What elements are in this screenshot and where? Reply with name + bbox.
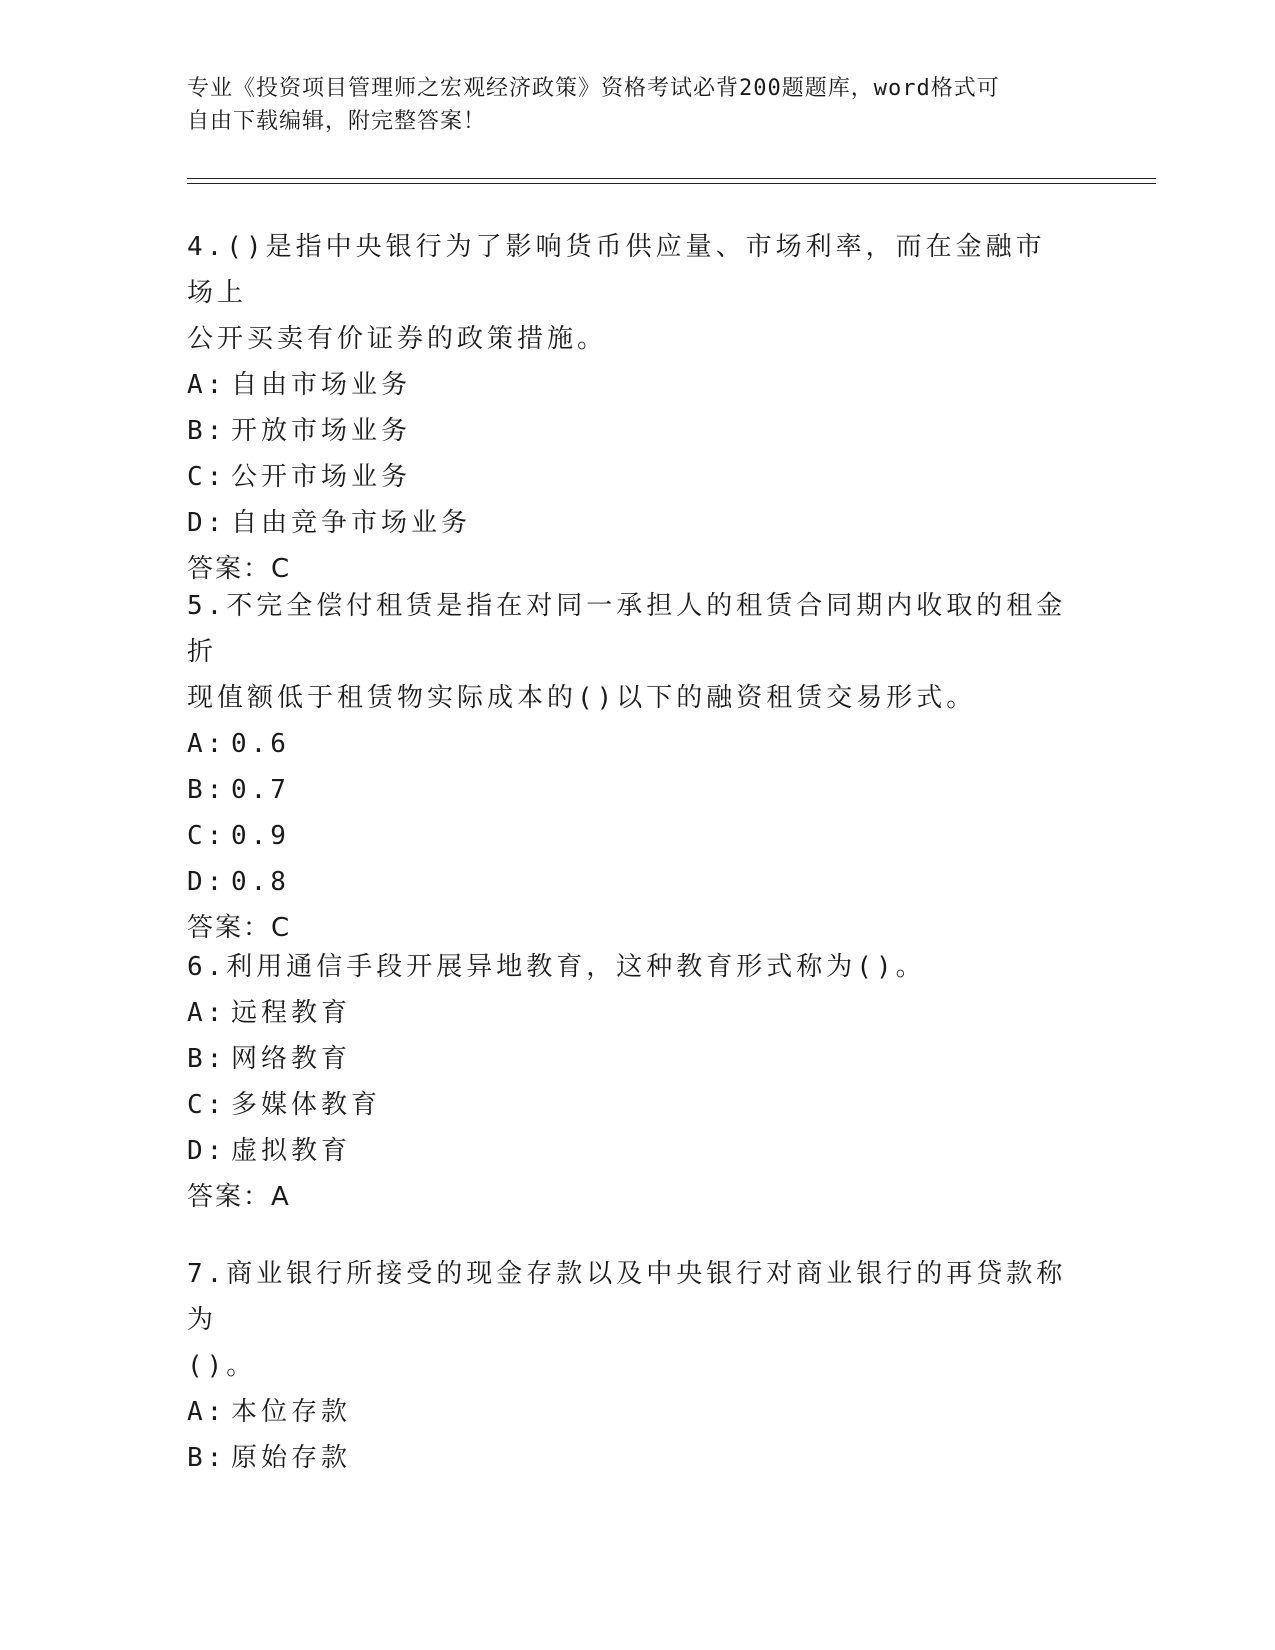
question-5: [187, 583, 1067, 951]
option-text: 网络教育: [231, 1044, 352, 1074]
option-text: 0.7: [231, 775, 290, 805]
header-divider-bottom: [187, 183, 1156, 184]
option-label: C:: [187, 462, 227, 492]
option-text: 原始存款: [231, 1443, 352, 1473]
question-stem-line: 7.商业银行所接受的现金存款以及中央银行对商业银行的再贷款称为: [187, 1259, 1067, 1335]
option-text: 虚拟教育: [231, 1136, 352, 1166]
option-c: [187, 1082, 1067, 1128]
header-line-1: 专业《投资项目管理师之宏观经济政策》资格考试必背200题题库，word格式可: [187, 76, 1000, 101]
option-text: 自由市场业务: [231, 370, 412, 400]
answer-line: 答案：C: [187, 554, 292, 584]
option-a: [187, 362, 1067, 408]
option-text: 远程教育: [231, 998, 352, 1028]
option-label: A:: [187, 729, 227, 759]
option-label: A:: [187, 1397, 227, 1427]
option-b: [187, 767, 1067, 813]
answer-line: 答案：A: [187, 1182, 291, 1212]
question-7: [187, 1251, 1067, 1481]
question-stem-line: 4.()是指中央银行为了影响货币供应量、市场利率，而在金融市场上: [187, 232, 1046, 308]
option-label: A:: [187, 998, 227, 1028]
option-b: [187, 1435, 1067, 1481]
document-header: [187, 72, 1067, 138]
option-d: [187, 500, 1067, 546]
question-4: [187, 224, 1067, 592]
option-d: [187, 1128, 1067, 1174]
question-stem-line: ()。: [187, 1351, 257, 1381]
option-text: 公开市场业务: [231, 462, 412, 492]
option-text: 多媒体教育: [231, 1090, 382, 1120]
option-label: C:: [187, 821, 227, 851]
option-text: 0.9: [231, 821, 290, 851]
question-stem-line: 6.利用通信手段开展异地教育，这种教育形式称为()。: [187, 952, 926, 982]
option-label: B:: [187, 416, 227, 446]
header-divider-top: [187, 178, 1156, 179]
option-b: [187, 1036, 1067, 1082]
answer-line: 答案：C: [187, 913, 292, 943]
header-line-2: 自由下载编辑，附完整答案！: [187, 109, 487, 134]
option-label: A:: [187, 370, 227, 400]
option-d: [187, 859, 1067, 905]
question-stem-line: 现值额低于租赁物实际成本的()以下的融资租赁交易形式。: [187, 683, 977, 713]
option-a: [187, 721, 1067, 767]
option-label: B:: [187, 1044, 227, 1074]
option-c: [187, 813, 1067, 859]
option-b: [187, 408, 1067, 454]
option-a: [187, 1389, 1067, 1435]
option-label: C:: [187, 1090, 227, 1120]
question-stem-line: 公开买卖有价证券的政策措施。: [187, 324, 608, 354]
option-label: D:: [187, 508, 227, 538]
option-text: 开放市场业务: [231, 416, 412, 446]
question-stem-line: 5.不完全偿付租赁是指在对同一承担人的租赁合同期内收取的租金折: [187, 591, 1067, 667]
question-6: [187, 944, 1067, 1220]
option-text: 自由竞争市场业务: [231, 508, 472, 538]
option-a: [187, 990, 1067, 1036]
option-c: [187, 454, 1067, 500]
option-label: D:: [187, 867, 227, 897]
option-text: 0.8: [231, 867, 290, 897]
option-text: 本位存款: [231, 1397, 352, 1427]
option-text: 0.6: [231, 729, 290, 759]
option-label: D:: [187, 1136, 227, 1166]
option-label: B:: [187, 775, 227, 805]
option-label: B:: [187, 1443, 227, 1473]
